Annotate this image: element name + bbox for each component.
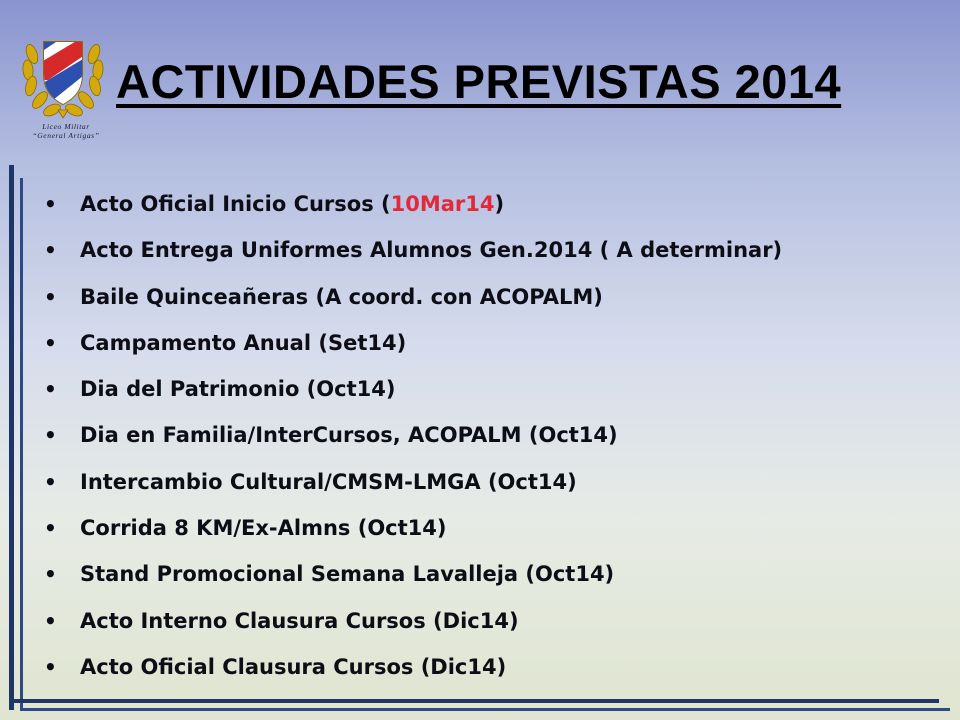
slide-title: ACTIVIDADES PREVISTAS 2014	[116, 55, 842, 108]
activity-text: Acto Entrega Uniformes Alumnos Gen.2014 ( A determinar)	[80, 238, 783, 263]
logo-caption	[20, 122, 112, 140]
bullet-icon: •	[44, 516, 57, 541]
activity-date-highlight: 10Mar14	[390, 192, 495, 216]
bullet-icon: •	[44, 330, 57, 355]
bullet-icon: •	[44, 608, 57, 633]
activity-text: Stand Promocional Semana Lavalleja (Oct14)	[80, 562, 615, 587]
bullet-icon: •	[44, 562, 57, 587]
activity-text-end: )	[494, 192, 505, 216]
laurel-shield-icon	[18, 24, 108, 124]
bullet-icon: •	[44, 192, 57, 216]
bullet-icon: •	[44, 377, 57, 402]
activity-text: Campamento Anual (Set14)	[80, 330, 407, 355]
list-item	[44, 552, 782, 598]
list-item	[44, 321, 782, 367]
activities-list	[44, 182, 782, 691]
activity-text: Acto Interno Clausura Cursos (Dic14)	[80, 608, 519, 633]
list-item	[44, 182, 782, 228]
list-item	[44, 413, 782, 459]
list-item	[44, 645, 782, 691]
logo-caption-line1: Liceo Militar	[42, 122, 90, 131]
activity-text: Dia en Familia/InterCursos, ACOPALM (Oct14)	[80, 423, 618, 448]
list-item	[44, 506, 782, 552]
logo-caption-line2: “General Artigas”	[32, 131, 100, 140]
activity-text: Baile Quinceañeras (A coord. con ACOPALM)	[80, 284, 603, 309]
activity-text: Acto Oficial Inicio Cursos (	[80, 192, 391, 216]
bullet-icon: •	[44, 284, 57, 309]
frame-horizontal-inner	[20, 708, 950, 711]
frame-vertical-inner	[20, 178, 23, 708]
list-item	[44, 367, 782, 413]
list-item	[44, 275, 782, 321]
activity-text: Intercambio Cultural/CMSM-LMGA (Oct14)	[80, 469, 577, 494]
list-item	[44, 599, 782, 645]
bullet-icon: •	[44, 238, 57, 263]
frame-horizontal-outer	[9, 699, 939, 703]
bullet-icon: •	[44, 654, 57, 679]
activity-text: Acto Oficial Clausura Cursos (Dic14)	[80, 654, 507, 679]
bullet-icon: •	[44, 469, 57, 494]
activity-text: Corrida 8 KM/Ex-Almns (Oct14)	[80, 516, 447, 541]
list-item	[44, 460, 782, 506]
frame-vertical-outer	[9, 165, 14, 710]
bullet-icon: •	[44, 423, 57, 448]
list-item	[44, 228, 782, 274]
activity-text: Dia del Patrimonio (Oct14)	[80, 377, 396, 402]
